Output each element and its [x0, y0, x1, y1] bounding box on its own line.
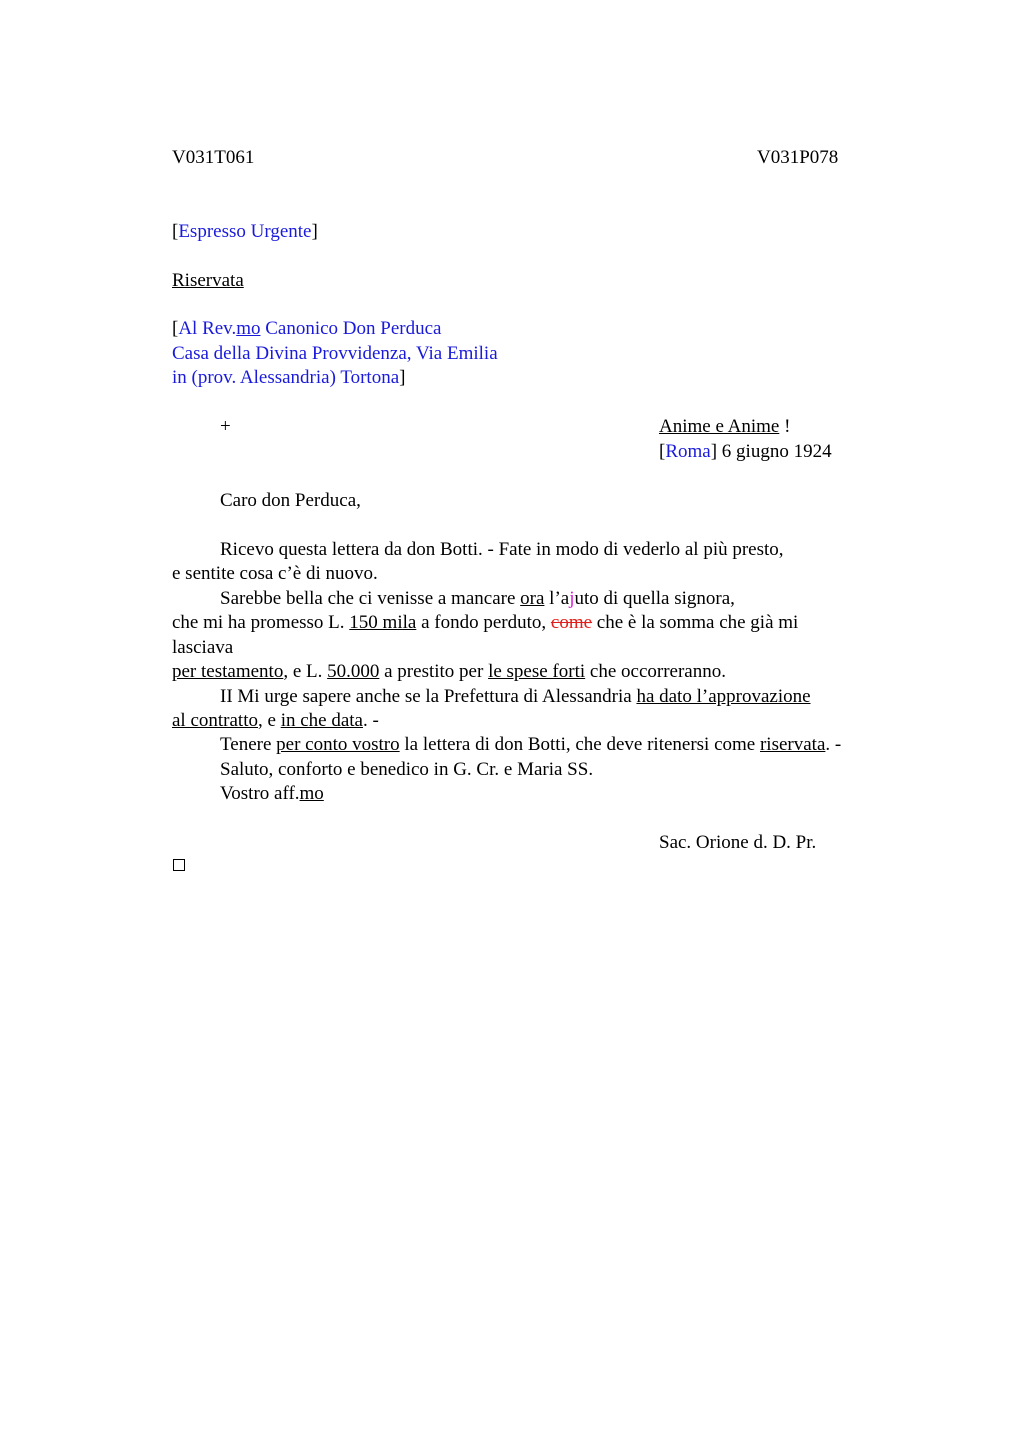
body-text: . -: [825, 734, 842, 755]
salutation: Caro don Perduca,: [220, 490, 361, 511]
deleted-text: come: [550, 612, 593, 633]
motto: [659, 415, 790, 439]
body-line-10: Saluto, conforto e benedico in G. Cr. e Maria SS.: [220, 759, 594, 780]
underlined-text: ora: [520, 588, 545, 609]
closing: [220, 782, 324, 806]
letter-date: [Roma] 6 giugno 1924: [659, 441, 832, 462]
underlined-text: 150 mila: [349, 612, 417, 633]
cross-symbol: +: [220, 416, 231, 437]
document-code-left: V031T061: [172, 147, 255, 168]
closing-text: Vostro aff.: [220, 783, 300, 804]
body-text: a prestito per: [379, 661, 489, 682]
body-line-7: [220, 685, 811, 709]
underlined-text: 50.000: [327, 661, 380, 682]
body-text: l’a: [544, 588, 570, 609]
body-text: , e L.: [283, 661, 328, 682]
body-text: Tenere: [220, 734, 277, 755]
underlined-text: le spese forti: [488, 661, 586, 682]
body-text: che occorreranno.: [585, 661, 726, 682]
body-text: che è la somma che già mi: [592, 612, 799, 633]
underlined-text: mo: [299, 783, 324, 804]
inserted-letter: j: [569, 588, 575, 609]
document-code-right: V031P078: [757, 147, 839, 168]
body-text: Sarebbe bella che ci venisse a mancare: [220, 588, 521, 609]
body-line-5: lasciava: [172, 637, 234, 658]
underlined-text: in che data: [280, 710, 363, 731]
address-line-1: [Al Rev.mo Canonico Don Perduca: [172, 318, 442, 339]
espresso-note: [Espresso Urgente]: [172, 221, 318, 242]
address-title-superscript: mo: [236, 318, 261, 339]
signature: Sac. Orione d. D. Pr.: [659, 832, 817, 853]
address-line-2: Casa della Divina Provvidenza, Via Emilia: [172, 343, 498, 364]
underlined-text: per conto vostro: [276, 734, 400, 755]
body-text: la lettera di don Botti, che deve ritenersi come: [399, 734, 760, 755]
body-text: a fondo perduto,: [416, 612, 551, 633]
underlined-text: riservata: [759, 734, 826, 755]
address-title: Al Rev.: [178, 318, 237, 339]
date-text: 6 giugno 1924: [717, 441, 832, 462]
body-line-8: [172, 709, 379, 733]
address-city: in (prov. Alessandria) Tortona: [172, 367, 400, 388]
body-line-9: [220, 733, 841, 757]
address-line-3: in (prov. Alessandria) Tortona]: [172, 367, 406, 388]
body-line-2: e sentite cosa c’è di nuovo.: [172, 563, 378, 584]
body-text: II Mi urge sapere anche se la Prefettura di Alessandria: [220, 686, 637, 707]
underlined-text: per testamento: [172, 661, 284, 682]
body-text: , e: [258, 710, 281, 731]
motto-text: Anime e Anime: [659, 416, 780, 437]
body-line-4: [172, 611, 798, 635]
espresso-text: Espresso Urgente: [178, 221, 312, 242]
address-name: Canonico Don Perduca: [260, 318, 442, 339]
date-place: Roma: [665, 441, 711, 462]
underlined-text: ha dato l’approvazione: [636, 686, 811, 707]
body-text: che mi ha promesso L.: [172, 612, 350, 633]
body-line-6: [172, 660, 726, 684]
riservata-heading: Riservata: [172, 270, 244, 291]
body-text: . -: [362, 710, 379, 731]
end-marker-square: [173, 859, 185, 871]
body-text: uto di quella signora,: [574, 588, 735, 609]
underlined-text: al contratto: [172, 710, 258, 731]
body-line-1: Ricevo questa lettera da don Botti. - Fate in modo di vederlo al più presto,: [220, 539, 784, 560]
motto-mark: !: [779, 416, 791, 437]
body-line-3: [220, 587, 735, 611]
